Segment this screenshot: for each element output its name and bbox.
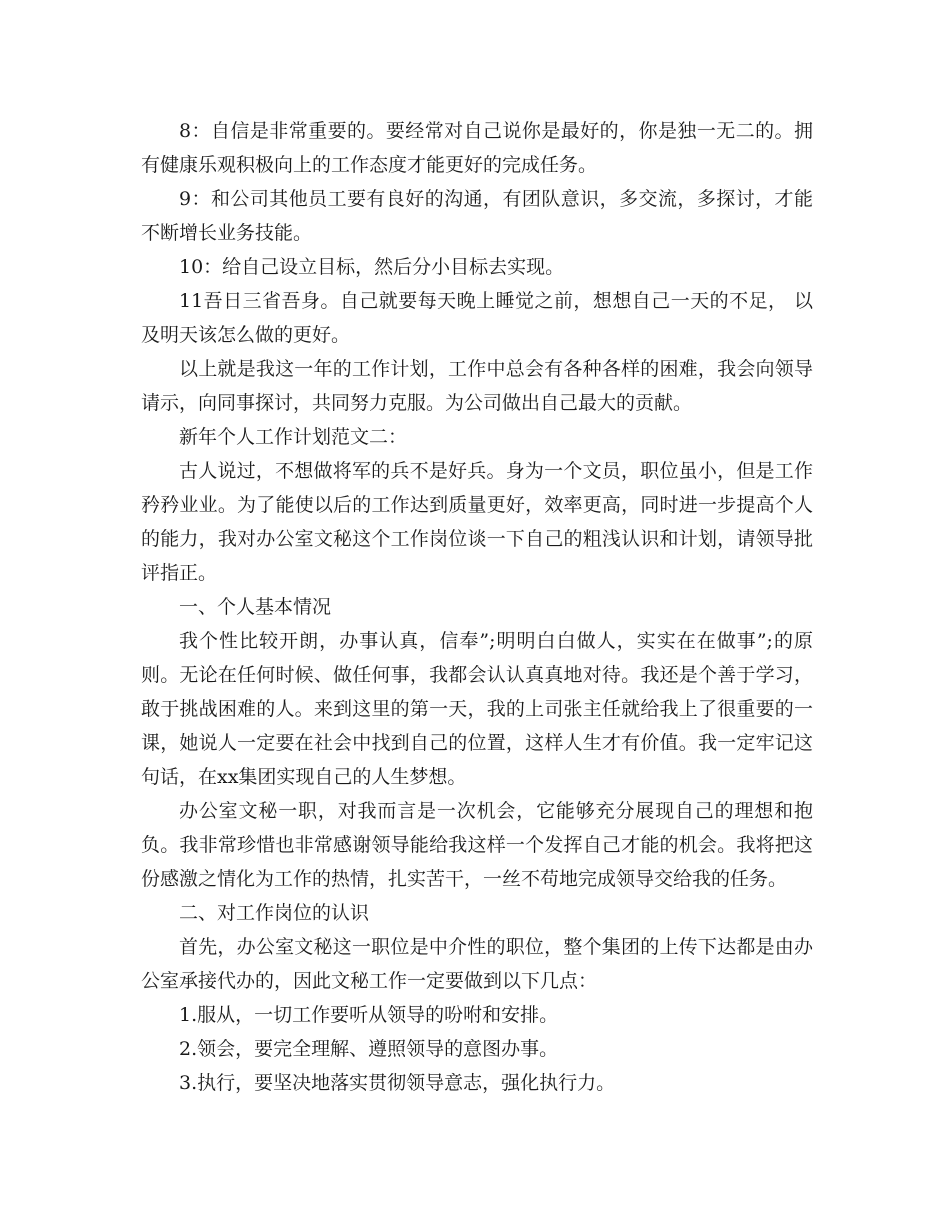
- point-execute: 3.执行，要坚决地落实贯彻领导意志，强化执行力。: [179, 1072, 616, 1094]
- summary-paragraph: 以上就是我这一年的工作计划，工作中总会有各种各样的困难，我会向领导请示，向同事探讨，共同努力克服。为公司做出自己最大的贡献。: [141, 358, 813, 414]
- job-understanding-paragraph: 首先，办公室文秘这一职位是中介性的职位，整个集团的上传下达都是由办公室承接代办的，因此文秘工作一定要做到以下几点：: [141, 936, 813, 992]
- paragraph-item-9: 9：和公司其他员工要有良好的沟通，有团队意识，多交流，多探讨，才能不断增长业务技能。: [141, 188, 813, 244]
- heading-job-understanding: 二、对工作岗位的认识: [179, 902, 370, 924]
- point-obey: 1.服从，一切工作要听从领导的吩咐和安排。: [179, 1004, 559, 1026]
- paragraph-item-11: 11吾日三省吾身。自己就要每天晚上睡觉之前，想想自己一天的不足， 以及明天该怎么做的更好。: [141, 290, 813, 346]
- document-body: [141, 114, 813, 1100]
- intro-paragraph: 古人说过，不想做将军的兵不是好兵。身为一个文员，职位虽小，但是工作矜矜业业。为了能使以后的工作达到质量更好，效率更高，同时进一步提高个人的能力，我对办公室文秘这个工作岗位谈一下自己的粗浅认识和计划，请领导批评指正。: [141, 460, 813, 584]
- paragraph-item-8: 8：自信是非常重要的。要经常对自己说你是最好的，你是独一无二的。拥有健康乐观积极向上的工作态度才能更好的完成任务。: [141, 120, 813, 176]
- personal-info-paragraph: 我个性比较开朗，办事认真，信奉”;明明白白做人，实实在在做事”;的原则。无论在任何时候、做任何事，我都会认认真真地对待。我还是个善于学习，敢于挑战困难的人。来到这里的第一天，我的上司张主任就给我上了很重要的一课，她说人一定要在社会中找到自己的位置，这样人生才有价值。我一定牢记这句话，在xx集团实现自己的人生梦想。: [141, 630, 813, 788]
- section-title-sample-two: 新年个人工作计划范文二：: [179, 426, 408, 448]
- paragraph-item-10: 10：给自己设立目标，然后分小目标去实现。: [179, 256, 565, 278]
- heading-personal-info: 一、个人基本情况: [179, 596, 332, 618]
- opportunity-paragraph: 办公室文秘一职，对我而言是一次机会，它能够充分展现自己的理想和抱负。我非常珍惜也非常感谢领导能给我这样一个发挥自己才能的机会。我将把这份感激之情化为工作的热情，扎实苦干，一丝不苟地完成领导交给我的任务。: [141, 800, 813, 890]
- point-understand: 2.领会，要完全理解、遵照领导的意图办事。: [179, 1038, 559, 1060]
